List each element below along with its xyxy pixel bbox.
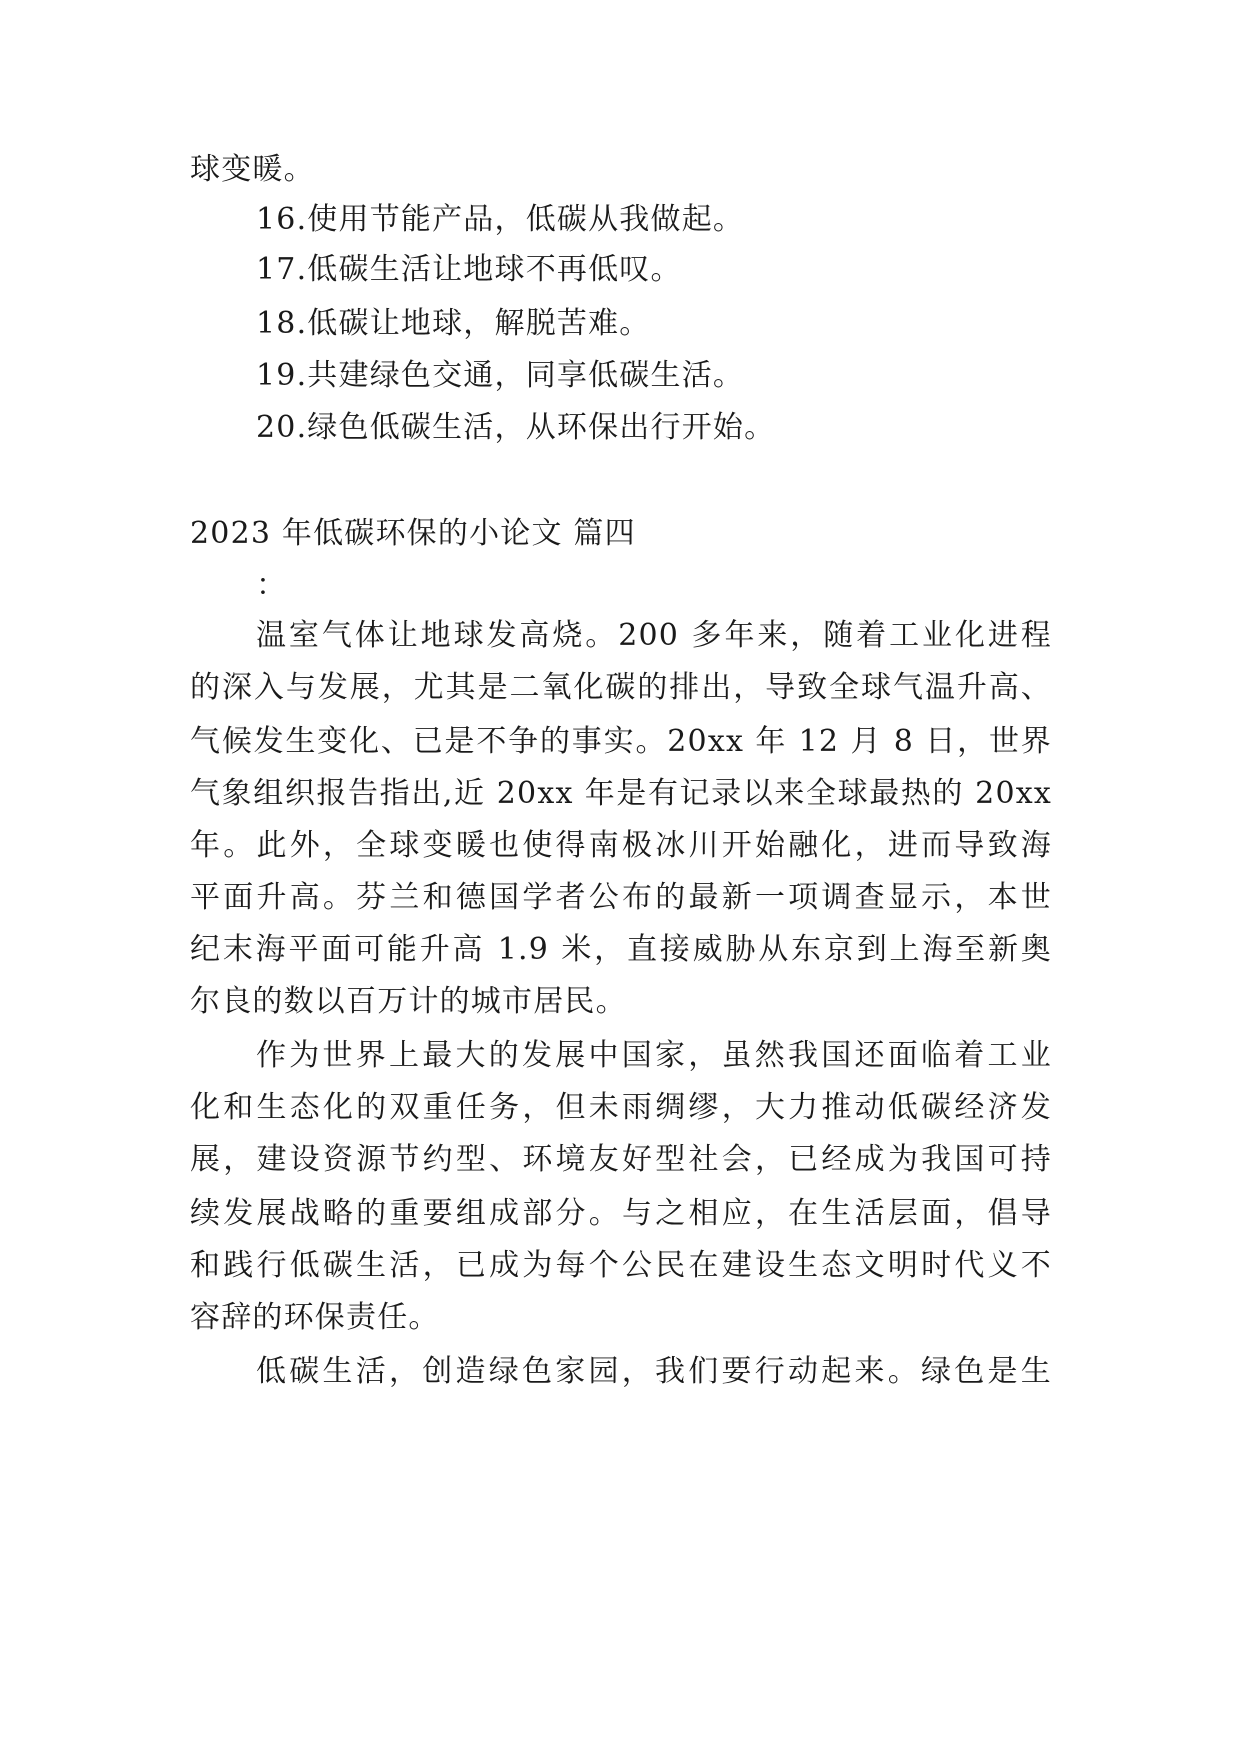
paragraph-1-line-8: 尔良的数以百万计的城市居民。: [190, 984, 627, 1019]
paragraph-2-line-4: 续发展战略的重要组成部分。与之相应，在生活层面，倡导: [190, 1196, 1052, 1231]
slogan-20: 20.绿色低碳生活，从环保出行开始。: [256, 410, 776, 445]
paragraph-2-line-3: 展，建设资源节约型、环境友好型社会，已经成为我国可持: [190, 1142, 1052, 1177]
slogan-19: 19.共建绿色交通，同享低碳生活。: [256, 358, 745, 393]
slogan-18: 18.低碳让地球，解脱苦难。: [256, 306, 651, 341]
paragraph-3-line-1: 低碳生活，创造绿色家园，我们要行动起来。绿色是生: [256, 1354, 1052, 1389]
slogan-16: 16.使用节能产品，低碳从我做起。: [256, 202, 745, 237]
paragraph-1-line-6: 平面升高。芬兰和德国学者公布的最新一项调查显示，本世: [190, 880, 1052, 915]
paragraph-2-line-5: 和践行低碳生活，已成为每个公民在建设生态文明时代义不: [190, 1248, 1052, 1283]
paragraph-1-line-7: 纪末海平面可能升高 1.9 米，直接威胁从东京到上海至新奥: [190, 932, 1052, 967]
heading-colon: ：: [256, 568, 288, 603]
paragraph-2-line-1: 作为世界上最大的发展中国家，虽然我国还面临着工业: [256, 1038, 1052, 1073]
slogan-17: 17.低碳生活让地球不再低叹。: [256, 252, 682, 287]
paragraph-1-line-5: 年。此外，全球变暖也使得南极冰川开始融化，进而导致海: [190, 828, 1052, 863]
text-line-continuation: 球变暖。: [190, 152, 315, 187]
section-heading: 2023 年低碳环保的小论文 篇四: [190, 516, 636, 551]
paragraph-1-line-3: 气候发生变化、已是不争的事实。20xx 年 12 月 8 日，世界: [190, 724, 1052, 759]
paragraph-1-line-4: 气象组织报告指出,近 20xx 年是有记录以来全球最热的 20xx: [190, 776, 1052, 811]
paragraph-2-line-2: 化和生态化的双重任务，但未雨绸缪，大力推动低碳经济发: [190, 1090, 1052, 1125]
paragraph-1-line-2: 的深入与发展，尤其是二氧化碳的排出，导致全球气温升高、: [190, 670, 1052, 705]
paragraph-2-line-6: 容辞的环保责任。: [190, 1300, 440, 1335]
paragraph-1-line-1: 温室气体让地球发高烧。200 多年来，随着工业化进程: [256, 618, 1052, 653]
